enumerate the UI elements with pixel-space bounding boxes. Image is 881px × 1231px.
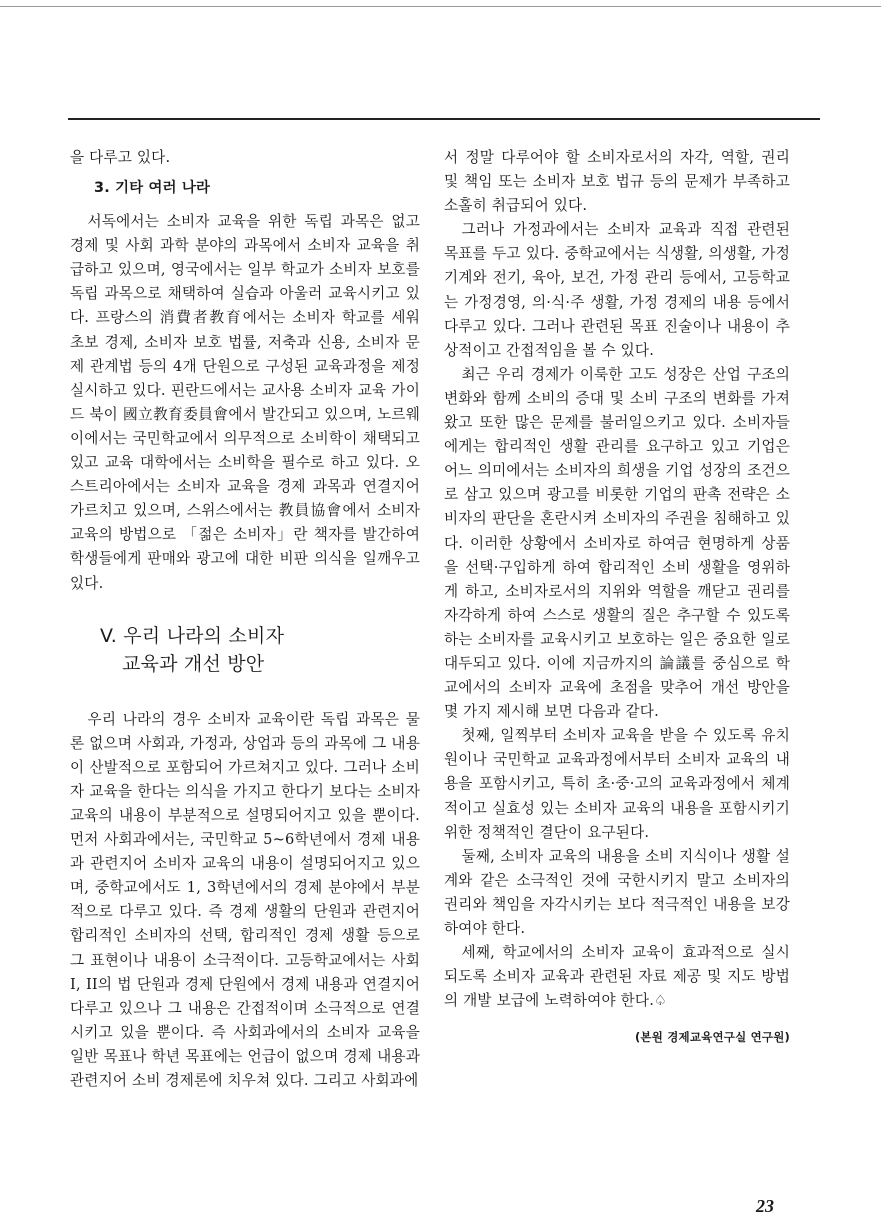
author-affiliation: (본원 경제교육연구실 연구원) — [634, 1030, 790, 1045]
paragraph: 그러나 가정과에서는 소비자 교육과 직접 관련된 목표를 두고 있다. 중학교에서는 식생활, 의생활, 가정 기계와 전기, 육아, 보건, 가정 관리 등에서, 고등학교는 가정경영, 의·식·주 생활, 가정 경제의 내용 등에서 다루고 있다. 그러나 관련된 목표 진술이나 내용이 추상적이고 간접적임을 볼 수 있다. — [444, 221, 790, 359]
paragraph: 서독에서는 소비자 교육을 위한 독립 과목은 없고 경제 및 사회 과학 분야의 과목에서 소비자 교육을 취급하고 있으며, 영국에서는 일부 학교가 소비자 보호를 독립 과목으로 채택하여 실습과 아울러 교육시키고 있다. 프랑스의 消費者教育에서는 소비자 학교를 세워 초보 경제, 소비자 보호 법률, 저축과 신용, 소비자 문제 관계법 등의 4개 단원으로 구성된 교육과정을 제정 실시하고 있다. 핀란드에서는 교사용 소비자 교육 가이드 북이 國立教育委員會에서 발간되고 있으며, 노르웨이에서는 국민학교에서 의무적으로 소비학이 채택되고 있고 교육 대학에서는 소비학을 필수로 하고 있다. 오스트리아에서는 소비자 교육을 경제 과목과 연결지어 가르치고 있으며, 스위스에서는 教員協會에서 소비자 교육의 방법으로 「젊은 소비자」란 책자를 발간하여 학생들에게 판매와 광고에 대한 비판 의식을 일깨우고 있다. — [70, 213, 420, 592]
header-rule — [68, 118, 820, 120]
paragraph-text: 세째, 학교에서의 소비자 교육이 효과적으로 실시되도록 소비자 교육과 관련된 자료 제공 및 지도 방법의 개발 보급에 노력하여야 한다. — [444, 944, 790, 1010]
page-number: 23 — [756, 1196, 774, 1216]
continued-paragraph: 서 정말 다루어야 할 소비자로서의 자각, 역할, 권리 및 책임 또는 소비자 보호 법규 등의 문제가 부족하고 소홀히 취급되어 있다. — [444, 149, 790, 215]
left-column — [70, 146, 420, 1093]
continued-paragraph: 을 다루고 있다. — [70, 149, 171, 166]
end-mark-icon: ♤ — [654, 993, 667, 1010]
right-column — [444, 146, 790, 1049]
paragraph: 첫째, 일찍부터 소비자 교육을 받을 수 있도록 유치원이나 국민학교 교육과정에서부터 소비자 교육의 내용을 포함시키고, 특히 초·중·고의 교육과정에서 체계적이고 실효성 있는 소비자 교육의 내용을 포함시키기 위한 정책적인 결단이 요구된다. — [444, 727, 790, 841]
chapter-heading — [100, 622, 420, 678]
paragraph: 둘째, 소비자 교육의 내용을 소비 지식이나 생활 설계와 같은 소극적인 것에 국한시키지 말고 소비자의 권리와 책임을 자각시키는 보다 적극적인 내용을 보강하여야 한다. — [444, 847, 790, 937]
paragraph — [444, 941, 790, 1013]
paragraph: 최근 우리 경제가 이룩한 고도 성장은 산업 구조의 변화와 함께 소비의 증대 및 소비 구조의 변화를 가져왔고 또한 많은 문제를 불러일으키고 있다. 소비자들에게는 합리적인 생활 관리를 요구하고 있고 기업은 어느 의미에서는 소비자의 희생을 기업 성장의 조건으로 삼고 있으며 광고를 비롯한 기업의 판촉 전략은 소비자의 판단을 혼란시켜 소비자의 주권을 침해하고 있다. 이러한 상황에서 소비자로 하여금 현명하게 상품을 선택·구입하게 하여 합리적인 소비 생활을 영위하게 하고, 소비자로서의 지위와 역할을 깨닫고 권리를 자각하게 하여 스스로 생활의 질은 추구할 수 있도록 하는 소비자를 교육시키고 보호하는 일은 중요한 일로 대두되고 있다. 이에 지금까지의 論議를 중심으로 학교에서의 소비자 교육에 초점을 맞추어 개선 방안을 몇 가지 제시해 보면 다음과 같다. — [444, 365, 790, 721]
chapter-heading-line2: 교육과 개선 방안 — [122, 652, 265, 675]
paragraph: 우리 나라의 경우 소비자 교육이란 독립 과목은 물론 없으며 사회과, 가정과, 상업과 등의 과목에 그 내용이 산발적으로 포함되어 가르쳐지고 있다. 그러나 소비자 교육을 한다는 의식을 가지고 한다기 보다는 소비자 교육의 내용이 부분적으로 설명되어지고 있을 뿐이다. 먼저 사회과에서는, 국민학교 5~6학년에서 경제 내용과 관련지어 소비자 교육의 내용이 설명되어지고 있으며, 중학교에서도 1, 3학년에서의 경제 분야에서 부분적으로 다루고 있다. 즉 경제 생활의 단원과 관련지어 합리적인 소비자의 선택, 합리적인 경제 생활 등으로 그 표현이나 내용이 소극적이다. 고등학교에서는 사회 I, II의 법 단원과 경제 단원에서 경제 내용과 연결지어 다루고 있으나 그 내용은 간접적이며 소극적으로 연결시키고 있을 뿐이다. 즉 사회과에서의 소비자 교육을 일반 목표나 학년 목표에는 언급이 없으며 경제 내용과 관련지어 소비 경제론에 치우쳐 있다. 그리고 사회과에 — [70, 710, 420, 1089]
chapter-heading-line1: V. 우리 나라의 소비자 — [100, 624, 285, 647]
page-edge — [0, 0, 881, 7]
section-heading: 3. 기타 여러 나라 — [94, 180, 211, 197]
